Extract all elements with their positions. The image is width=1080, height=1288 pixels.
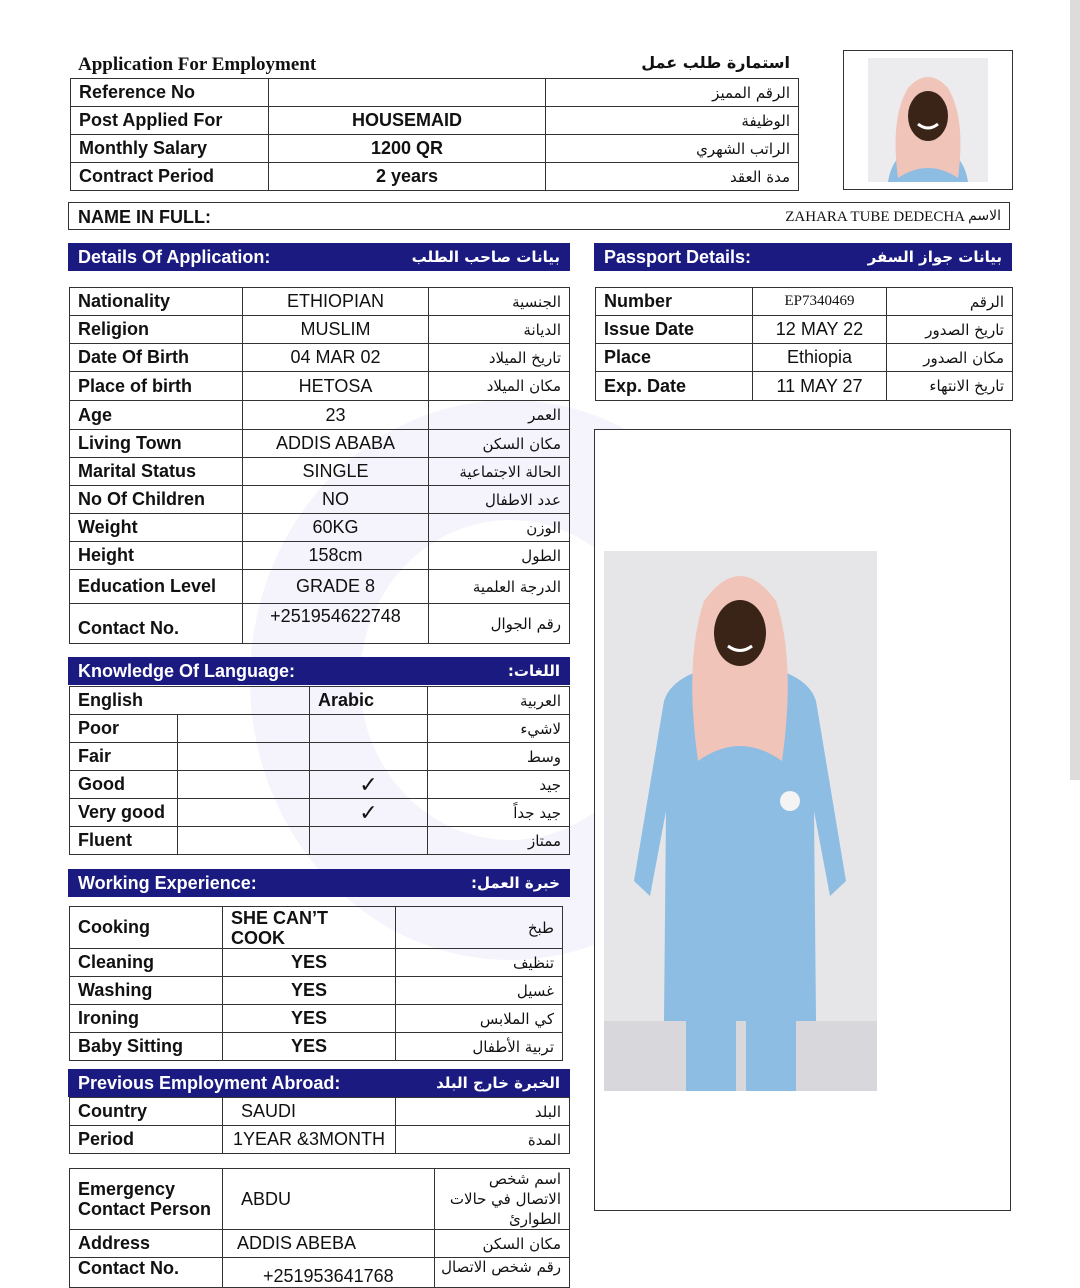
- table-row: [70, 1098, 570, 1126]
- table-row: [70, 458, 570, 486]
- table-row: [70, 430, 570, 458]
- experience-title-ar: خبرة العمل:: [470, 874, 560, 892]
- details-label: Religion: [70, 316, 243, 344]
- passport-value: 11 MAY 27: [753, 372, 887, 401]
- details-value: SINGLE: [243, 458, 429, 486]
- details-value: HETOSA: [243, 372, 429, 401]
- skill-value: YES: [223, 1033, 396, 1061]
- emergency-value: +251953641768: [223, 1258, 435, 1288]
- details-value: 04 MAR 02: [243, 344, 429, 372]
- language-level-ar: جيد جداً: [428, 799, 570, 827]
- form-title-arabic: استمارة طلب عمل: [641, 53, 790, 72]
- contract-label: Contract Period: [71, 163, 269, 191]
- arabic-check[interactable]: [310, 827, 428, 855]
- emergency-label-ar: مكان السكن: [435, 1230, 570, 1258]
- details-value: GRADE 8: [243, 570, 429, 604]
- emergency-table: [69, 1168, 570, 1288]
- details-label: Height: [70, 542, 243, 570]
- language-header: [68, 657, 570, 685]
- table-row: [70, 1230, 570, 1258]
- previous-label: Period: [70, 1126, 223, 1154]
- details-label: Contact No.: [70, 604, 243, 644]
- passport-value: 12 MAY 22: [753, 316, 887, 344]
- details-label-ar: الدرجة العلمية: [429, 570, 570, 604]
- skill-value: YES: [223, 1005, 396, 1033]
- salary-row: [71, 135, 799, 163]
- passport-label: Exp. Date: [596, 372, 753, 401]
- table-row: [70, 743, 570, 771]
- emergency-label-ar: اسم شخص الاتصال في حالات الطوارئ: [435, 1169, 570, 1230]
- passport-value: Ethiopia: [753, 344, 887, 372]
- emergency-label: Emergency Contact Person: [70, 1169, 223, 1230]
- details-label-ar: مكان الميلاد: [429, 372, 570, 401]
- passport-label: Number: [596, 288, 753, 316]
- previous-value: SAUDI: [223, 1098, 396, 1126]
- english-check[interactable]: [178, 799, 310, 827]
- emergency-label: Address: [70, 1230, 223, 1258]
- table-row: [70, 372, 570, 401]
- full-name-label: NAME IN FULL:: [78, 207, 211, 227]
- language-level: Fluent: [70, 827, 178, 855]
- passport-label-ar: الرقم: [887, 288, 1013, 316]
- post-label: Post Applied For: [71, 107, 269, 135]
- details-value: ADDIS ABABA: [243, 430, 429, 458]
- skill-value: YES: [223, 977, 396, 1005]
- table-row: [70, 542, 570, 570]
- previous-label: Country: [70, 1098, 223, 1126]
- details-value: 158cm: [243, 542, 429, 570]
- passport-header: [594, 243, 1012, 271]
- table-row: [70, 827, 570, 855]
- experience-table: [69, 906, 563, 1061]
- details-label-ar: العمر: [429, 401, 570, 430]
- language-table: [69, 686, 570, 855]
- passport-value: EP7340469: [753, 288, 887, 316]
- details-label: Living Town: [70, 430, 243, 458]
- details-label-ar: الجنسية: [429, 288, 570, 316]
- table-row: [596, 372, 1013, 401]
- details-label-ar: رقم الجوال: [429, 604, 570, 644]
- table-row: [70, 288, 570, 316]
- details-label-ar: الديانة: [429, 316, 570, 344]
- emergency-value: ABDU: [223, 1169, 435, 1230]
- details-label-ar: الطول: [429, 542, 570, 570]
- table-row: [70, 771, 570, 799]
- previous-value: 1YEAR &3MONTH: [223, 1126, 396, 1154]
- table-row: [70, 949, 563, 977]
- passport-table: [595, 287, 1013, 401]
- language-head-arabic: Arabic: [310, 687, 428, 715]
- skill-label-ar: غسيل: [396, 977, 563, 1005]
- emergency-label: Contact No.: [70, 1258, 223, 1288]
- skill-label: Cleaning: [70, 949, 223, 977]
- skill-value: SHE CAN’T COOK: [223, 907, 396, 949]
- skill-label-ar: تنظيف: [396, 949, 563, 977]
- details-label-ar: تاريخ الميلاد: [429, 344, 570, 372]
- language-title-ar: اللغات:: [507, 662, 560, 680]
- post-value: HOUSEMAID: [269, 107, 546, 135]
- table-row: [70, 1126, 570, 1154]
- details-label-ar: مكان السكن: [429, 430, 570, 458]
- table-row: [70, 907, 563, 949]
- details-title-ar: بيانات صاحب الطلب: [411, 248, 560, 266]
- skill-label-ar: تربية الأطفال: [396, 1033, 563, 1061]
- post-label-ar: الوظيفة: [546, 107, 799, 135]
- contract-value: 2 years: [269, 163, 546, 191]
- table-row: [70, 604, 570, 644]
- passport-title: Passport Details:: [604, 246, 752, 267]
- contract-row: [71, 163, 799, 191]
- skill-label: Ironing: [70, 1005, 223, 1033]
- table-row: [70, 1033, 563, 1061]
- table-row: [70, 570, 570, 604]
- previous-employment-title: Previous Employment Abroad:: [78, 1072, 341, 1093]
- top-info-table: [70, 78, 799, 191]
- language-level-ar: ممتاز: [428, 827, 570, 855]
- reference-label: Reference No: [71, 79, 269, 107]
- table-row: [70, 715, 570, 743]
- full-name-label-ar: الاسم: [968, 208, 1001, 224]
- table-row: [70, 977, 563, 1005]
- details-header: [68, 243, 570, 271]
- skill-label-ar: طبخ: [396, 907, 563, 949]
- experience-header: [68, 869, 570, 897]
- previous-label-ar: البلد: [396, 1098, 570, 1126]
- details-label: Age: [70, 401, 243, 430]
- reference-row: [71, 79, 799, 107]
- emergency-value: ADDIS ABEBA: [223, 1230, 435, 1258]
- skill-label: Cooking: [70, 907, 223, 949]
- table-row: [70, 799, 570, 827]
- english-check[interactable]: [178, 771, 310, 799]
- english-check[interactable]: [178, 743, 310, 771]
- previous-employment-header: [68, 1069, 570, 1097]
- details-label: No Of Children: [70, 486, 243, 514]
- details-label-ar: الحالة الاجتماعية: [429, 458, 570, 486]
- details-value: +251954622748: [243, 604, 429, 644]
- table-row: [70, 514, 570, 542]
- table-row: [70, 1169, 570, 1230]
- table-row: [70, 316, 570, 344]
- arabic-check[interactable]: ✓: [310, 799, 428, 827]
- language-head-english: English: [70, 687, 310, 715]
- details-label: Weight: [70, 514, 243, 542]
- arabic-check[interactable]: [310, 743, 428, 771]
- experience-title: Working Experience:: [78, 872, 257, 893]
- passport-title-ar: بيانات جواز السفر: [867, 248, 1002, 266]
- passport-label-ar: تاريخ الانتهاء: [887, 372, 1013, 401]
- scrollbar[interactable]: [1070, 0, 1080, 780]
- arabic-check[interactable]: [310, 715, 428, 743]
- skill-label: Washing: [70, 977, 223, 1005]
- details-label: Education Level: [70, 570, 243, 604]
- passport-label-ar: تاريخ الصدور: [887, 316, 1013, 344]
- details-label: Nationality: [70, 288, 243, 316]
- full-photo-frame: [594, 429, 1011, 1211]
- details-table: [69, 287, 570, 644]
- table-row: [70, 1258, 570, 1288]
- language-level: Poor: [70, 715, 178, 743]
- table-row: [70, 486, 570, 514]
- skill-label: Baby Sitting: [70, 1033, 223, 1061]
- english-check[interactable]: [178, 827, 310, 855]
- english-check[interactable]: [178, 715, 310, 743]
- full-length-photo: [604, 551, 877, 1091]
- details-label-ar: الوزن: [429, 514, 570, 542]
- reference-label-ar: الرقم المميز: [546, 79, 799, 107]
- table-row: [70, 344, 570, 372]
- previous-label-ar: المدة: [396, 1126, 570, 1154]
- passport-label: Place: [596, 344, 753, 372]
- passport-label: Issue Date: [596, 316, 753, 344]
- language-level-ar: جيد: [428, 771, 570, 799]
- language-head-ar: العربية: [428, 687, 570, 715]
- salary-value: 1200 QR: [269, 135, 546, 163]
- portrait-photo: [868, 58, 988, 182]
- details-value: 23: [243, 401, 429, 430]
- language-level: Fair: [70, 743, 178, 771]
- details-label: Date Of Birth: [70, 344, 243, 372]
- details-value: 60KG: [243, 514, 429, 542]
- reference-field[interactable]: [269, 79, 546, 107]
- post-row: [71, 107, 799, 135]
- full-name-box: [68, 202, 1010, 230]
- details-value: MUSLIM: [243, 316, 429, 344]
- full-name-value: ZAHARA TUBE DEDECHA: [785, 209, 965, 225]
- details-label: Place of birth: [70, 372, 243, 401]
- details-value: ETHIOPIAN: [243, 288, 429, 316]
- details-value: NO: [243, 486, 429, 514]
- previous-employment-table: [69, 1097, 570, 1154]
- table-row: [70, 401, 570, 430]
- previous-employment-title-ar: الخبرة خارج البلد: [436, 1074, 560, 1092]
- language-title: Knowledge Of Language:: [78, 660, 296, 681]
- contract-label-ar: مدة العقد: [546, 163, 799, 191]
- skill-value: YES: [223, 949, 396, 977]
- salary-label: Monthly Salary: [71, 135, 269, 163]
- emergency-label-ar: رقم شخص الاتصال: [435, 1258, 570, 1288]
- language-level: Very good: [70, 799, 178, 827]
- language-level: Good: [70, 771, 178, 799]
- language-head-row: [70, 687, 570, 715]
- passport-label-ar: مكان الصدور: [887, 344, 1013, 372]
- details-label-ar: عدد الاطفال: [429, 486, 570, 514]
- details-label: Marital Status: [70, 458, 243, 486]
- table-row: [596, 316, 1013, 344]
- table-row: [596, 344, 1013, 372]
- skill-label-ar: كي الملابس: [396, 1005, 563, 1033]
- arabic-check[interactable]: ✓: [310, 771, 428, 799]
- table-row: [70, 1005, 563, 1033]
- language-level-ar: وسط: [428, 743, 570, 771]
- portrait-photo-frame: [843, 50, 1013, 190]
- salary-label-ar: الراتب الشهري: [546, 135, 799, 163]
- form-title: Application For Employment: [78, 54, 317, 75]
- details-title: Details Of Application:: [78, 246, 271, 267]
- table-row: [596, 288, 1013, 316]
- language-level-ar: لاشيء: [428, 715, 570, 743]
